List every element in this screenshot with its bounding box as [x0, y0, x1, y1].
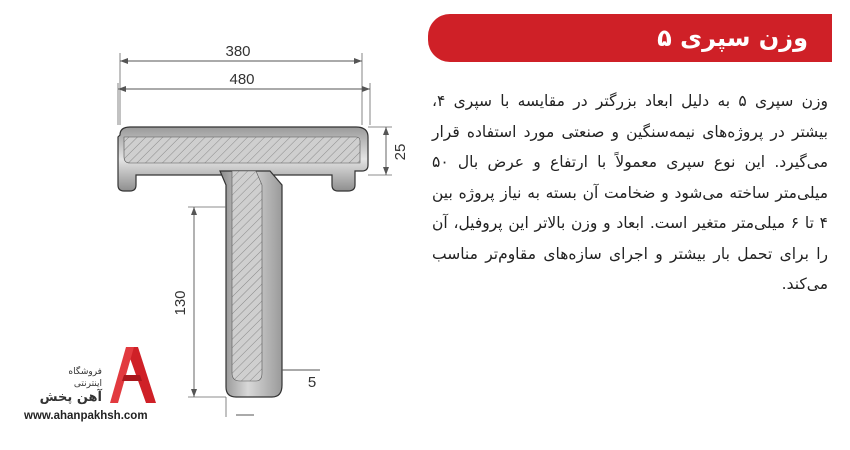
- dim-label-5: 5: [307, 374, 317, 391]
- brand-line1: فروشگاه: [68, 367, 102, 377]
- description-paragraph: وزن سپری ۵ به دلیل ابعاد بزرگتر در مقایسه با سپری ۴، بیشتر در پروژه‌های نیمه‌سنگین و صنعتی مورد استفاده قرار می‌گیرد. این نوع سپری معمولاً با ارتفاع و عرض بال ۵۰ میلی‌متر ساخته می‌شود و ضخامت آن بسته به نیاز پروژه بین ۴ تا ۶ میلی‌متر متغیر است. ابعاد و وزن بالاتر این پروفیل، آن را برای تحمل بار بیشتر و اجرای سازه‌های مقاوم‌تر مناسب می‌کند.: [432, 92, 828, 293]
- brand-name: آهن پخش: [39, 390, 102, 405]
- brand-line2: اینترنتی: [73, 379, 102, 389]
- brand-mark-icon: [108, 345, 158, 405]
- page-title: وزن سپری ۵: [657, 24, 808, 52]
- dim-label-380: 380: [225, 43, 251, 60]
- dim-label-480: 480: [229, 71, 255, 88]
- dim-label-130: 130: [172, 290, 189, 316]
- dim-label-25: 25: [392, 143, 409, 161]
- website-link[interactable]: www.ahanpakhsh.com: [24, 410, 148, 422]
- title-banner: [428, 14, 832, 62]
